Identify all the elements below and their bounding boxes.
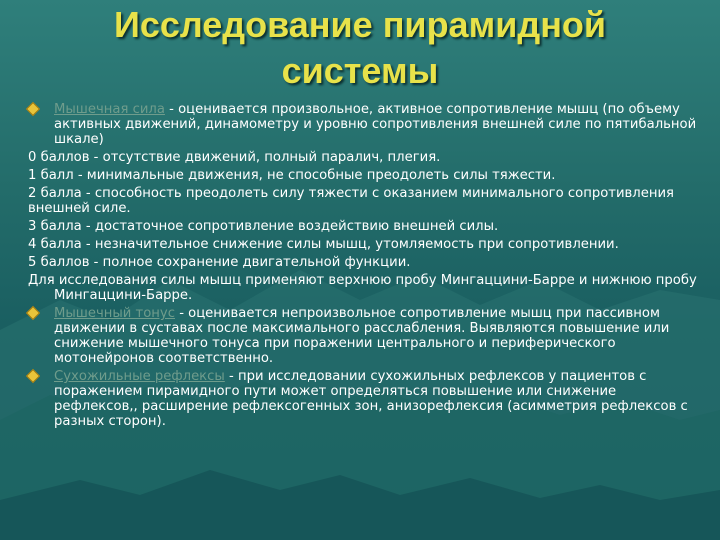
scale-line-4: 4 балла - незначительное снижение силы мышц, утомляемость при сопротивлении. (28, 237, 619, 252)
diamond-bullet-icon (26, 369, 40, 383)
scale-line-2: 2 балла - способность преодолеть силу тяжести с оказанием минимального сопротивления внешней силе. (28, 186, 674, 216)
item-text: - оценивается произвольное, активное сопротивление мышц (по объему активных движений, динамометру и уровню сопротивления внешней силе по пятибальной шкале) (54, 102, 697, 147)
diamond-bullet-icon (26, 306, 40, 320)
item-text: - при исследовании сухожильных рефлексов у пациентов с поражением пирамидного пути может определяться повышение или снижение рефлексов,, расширение рефлексогенных зон, анизорефлексия (асимметрия рефлексов с разных сторон). (54, 369, 688, 429)
scale-line-1: 1 балл - минимальные движения, не способные преодолеть силы тяжести. (28, 168, 556, 183)
title-line-1: Исследование пирамидной (113, 4, 607, 45)
slide-body (28, 102, 700, 429)
scale-line-5: 5 баллов - полное сохранение двигательной функции. (28, 255, 411, 270)
bullet-item-muscle-tone (28, 306, 700, 366)
term-tendon-reflexes[interactable]: Сухожильные рефлексы (54, 369, 225, 384)
item-text: - оценивается непроизвольное сопротивление мышц при пассивном движении в суставах после максимального расслабления. Выявляются повышение или снижение мышечного тонуса при поражении центрального и периферического мотонейронов соответственно. (54, 306, 670, 366)
bullet-item-muscle-strength (28, 102, 700, 147)
scale-line-0: 0 баллов - отсутствие движений, полный паралич, плегия. (28, 150, 441, 165)
mingazzini-line: Для исследования силы мышц применяют верхнюю пробу Мингаццини-Барре и нижнюю пробу Мингаццини-Барре. (28, 273, 697, 303)
slide-title (60, 2, 660, 94)
bullet-item-tendon-reflexes (28, 369, 700, 429)
title-line-2: системы (281, 50, 439, 91)
diamond-bullet-icon (26, 102, 40, 116)
term-muscle-tone[interactable]: Мышечный тонус (54, 306, 175, 321)
scale-line-3: 3 балла - достаточное сопротивление воздействию внешней силы. (28, 219, 499, 234)
term-muscle-strength[interactable]: Мышечная сила (54, 102, 165, 117)
